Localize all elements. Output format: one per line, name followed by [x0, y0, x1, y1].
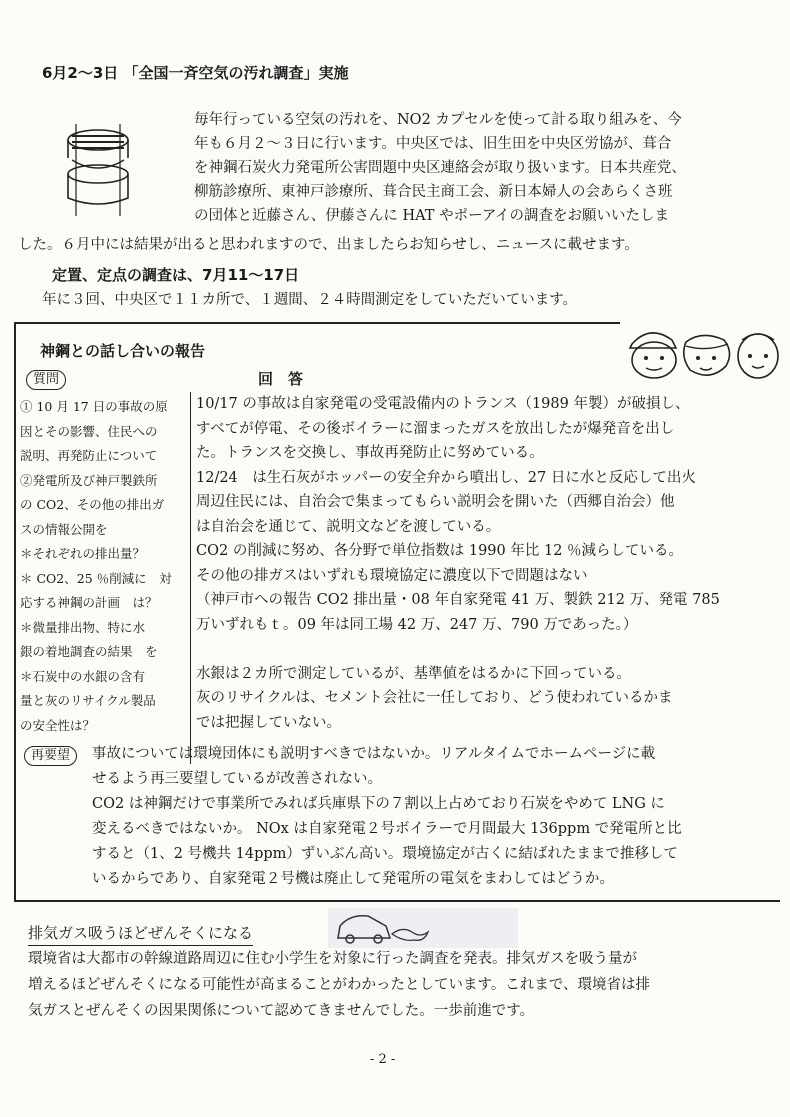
body-line: を神鋼石炭火力発電所公害問題中央区連絡会が取り扱います。日本共産党、 — [194, 160, 686, 176]
answer-line: 灰のリサイクルは、セメント会社に一任しており、どう使われているかま — [196, 690, 673, 706]
section3-title: 排気ガス吸うほどぜんそくになる — [28, 922, 253, 946]
rerequest-line: 変えるべきではないか。 NOx は自家発電２号ボイラーで月間最大 136ppm で発電所と比 — [92, 821, 682, 837]
question-line: ＊微量排出物、特に水 — [20, 619, 146, 635]
answer-line: その他の排ガスはいずれも環境協定に濃度以下で問題はない — [196, 567, 588, 584]
answer-line: 10/17 の事故は自家発電の受電設備内のトランス（1989 年製）が破損し、 — [196, 396, 690, 412]
section1-title: 6月2〜3日 「全国一斉空気の汚れ調査」実施 — [42, 64, 349, 82]
section3-body — [28, 946, 650, 1024]
section1-body — [194, 108, 686, 228]
faces-illustration — [624, 322, 782, 382]
section2-bottom-rule — [14, 900, 780, 902]
rerequest-body — [92, 742, 682, 892]
answer-heading: 回 答 — [258, 370, 304, 388]
answer-line: 万いずれもｔ。09 年は同工場 42 万、247 万、790 万であった。） — [196, 616, 638, 633]
question-line: ＊石炭中の水銀の含有 — [20, 668, 146, 684]
answer-line — [196, 637, 720, 662]
body-line: 環境省は大都市の幹線道路周辺に住む小学生を対象に行った調査を発表。排気ガスを吸う量が — [28, 951, 637, 967]
body-line: 気ガスとぜんそくの因果関係について認めてきませんでした。一歩前進です。 — [28, 1003, 535, 1019]
questions-column — [20, 395, 172, 738]
question-line: ②発電所及び神戸製鉄所 — [20, 472, 158, 488]
column-divider — [190, 392, 191, 764]
answer-line: （神戸市への報告 CO2 排出量・08 年自家発電 41 万、製鉄 212 万、発電 785 — [196, 592, 720, 608]
answer-line: すべてが停電、その後ボイラーに溜まったガスを放出したが爆発音を出し — [196, 420, 675, 437]
question-line: 因とその影響、住民への — [20, 423, 158, 439]
question-line: ＊ CO2、25 ％削減に 対 — [20, 570, 172, 586]
question-line: 銀の着地調査の結果 を — [20, 644, 158, 659]
question-line: スの情報公開を — [20, 521, 108, 537]
section1-body-last: した。６月中には結果が出ると思われますので、出ましたらお知らせし、ニュースに載せます。 — [18, 237, 639, 253]
answer-line: は自治会を通じて、説明文などを渡している。 — [196, 518, 501, 535]
question-line: ＊それぞれの排出量？ — [20, 546, 146, 561]
body-line: 増えるほどぜんそくになる可能性が高まることがわかったとしています。これまで、環境省は排 — [28, 977, 651, 993]
rerequest-line: 事故については環境団体にも説明すべきではないか。リアルタイムでホームページに載 — [92, 746, 656, 762]
question-line: ① 10 月 17 日の事故の原 — [20, 399, 168, 414]
answer-line: CO2 の削減に努め、各分野で単位指数は 1990 年比 12 ％減らしている。 — [196, 543, 684, 559]
rerequest-line: せるよう再三要望しているが改善されない。 — [92, 771, 382, 787]
question-line: の CO2、その他の排出ガ — [20, 497, 165, 512]
section1-subheading: 定置、定点の調査は、7月11〜17日 — [52, 266, 300, 284]
section2-title: 神鋼との話し合いの報告 — [40, 342, 206, 360]
section2-top-rule — [14, 322, 620, 324]
page-number: - 2 - — [370, 1052, 396, 1067]
rerequest-line: CO2 は神鋼だけで事業所でみれば兵庫県下の７割以上占めており石炭をやめて LNG に — [92, 796, 665, 812]
rerequest-badge: 再要望 — [24, 746, 77, 766]
rerequest-line: すると（1、2 号機共 14ppm）ずいぶん高い。環境協定が古くに結ばれたままで推移して — [92, 846, 678, 862]
body-line: 毎年行っている空気の汚れを、NO2 カプセルを使って計る取り組みを、今 — [194, 112, 682, 128]
section1-sub-body: 年に３回、中央区で１１カ所で、１週間、２４時間測定をしていただいています。 — [42, 292, 578, 308]
question-line: の安全性は？ — [20, 717, 96, 733]
capsule-illustration — [62, 118, 134, 218]
car-exhaust-illustration — [328, 908, 518, 948]
question-line: 応する神鋼の計画 は？ — [20, 595, 158, 610]
body-line: 柳筋診療所、東神戸診療所、葺合民主商工会、新日本婦人の会あらくさ班 — [194, 184, 673, 200]
answer-line: では把握していない。 — [196, 714, 341, 731]
answer-line: た。トランスを交換し、事故再発防止に努めている。 — [196, 445, 544, 461]
section2-left-rule — [14, 322, 16, 902]
answer-line: 12/24 は生石灰がホッパーの安全弁から噴出し、27 日に水と反応して出火 — [196, 469, 696, 486]
answer-line: 水銀は２カ所で測定しているが、基準値をはるかに下回っている。 — [196, 665, 631, 682]
answer-line: 周辺住民には、自治会で集まってもらい説明会を開いた（西郷自治会）他 — [196, 494, 675, 510]
answers-column — [196, 392, 720, 735]
question-line: 説明、再発防止について — [20, 448, 158, 463]
body-line: 年も６月２〜３日に行います。中央区では、旧生田を中央区労協が、葺合 — [194, 136, 672, 152]
body-line: の団体と近藤さん、伊藤さんに HAT やポーアイの調査をお願いいたしま — [194, 208, 670, 224]
question-badge: 質問 — [26, 370, 66, 390]
question-line: 量と灰のリサイクル製品 — [20, 693, 156, 708]
rerequest-line: いるからであり、自家発電２号機は廃止して発電所の電気をまわしてはどうか。 — [92, 871, 614, 887]
